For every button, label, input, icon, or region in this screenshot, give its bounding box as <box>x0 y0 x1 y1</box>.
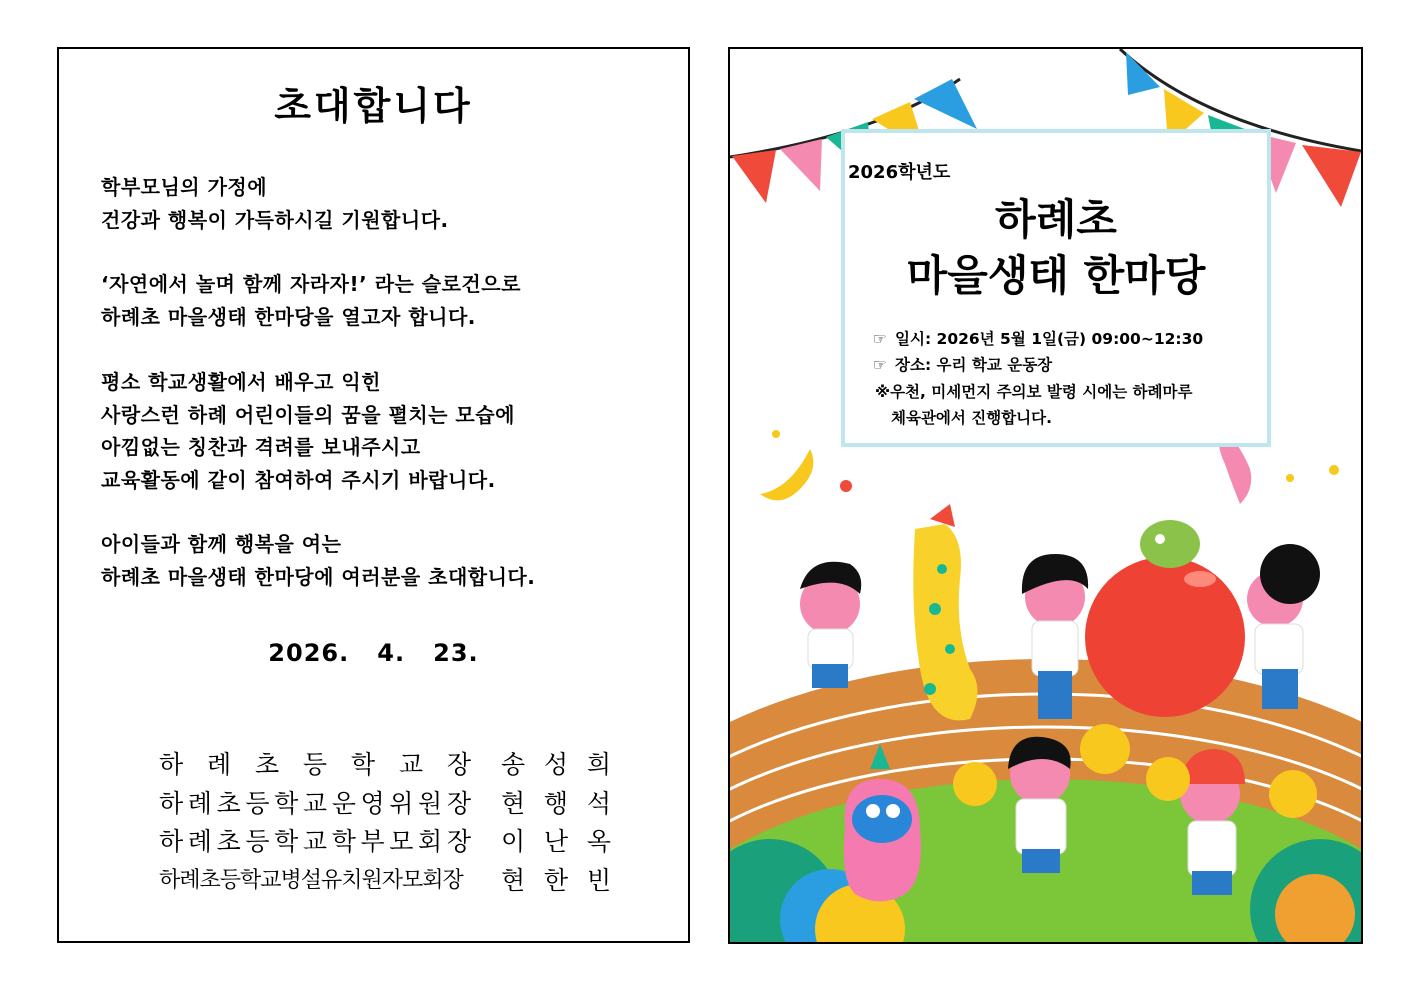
school-year: 2026학년도 <box>848 162 951 183</box>
confetti <box>772 430 780 438</box>
pompom <box>1269 770 1317 818</box>
signer-title: 하 례 초 등 학 교 학 부 모 회 장 <box>159 827 471 857</box>
rain-note-line2: 체육관에서 진행합니다. <box>891 409 1053 427</box>
paragraph-line: 사랑스런 하례 어린이들의 꿈을 펼치는 모습에 <box>101 402 515 427</box>
greeting-paragraph <box>101 171 449 236</box>
paragraph-line: 아이들과 함께 행복을 여는 <box>101 532 342 556</box>
paragraph-line: ‘자연에서 놀며 함께 자라자!’ 라는 슬로건으로 <box>101 272 521 296</box>
poster-title-line2: 마을생태 한마당 <box>906 251 1206 300</box>
kid-right <box>1247 544 1320 709</box>
confetti <box>1329 465 1339 475</box>
confetti-ribbon <box>760 449 813 500</box>
signer-row <box>159 860 611 899</box>
pointing-hand-icon: ☞ <box>873 356 887 374</box>
signer-list <box>159 744 611 898</box>
signer-row <box>159 744 611 783</box>
paragraph-line: 학부모님의 가정에 <box>101 175 268 199</box>
invitation-date: 2026. 4. 23. <box>268 639 479 667</box>
paragraph-line: 아낌없는 칭찬과 격려를 보내주시고 <box>101 435 421 459</box>
kid-left <box>800 562 861 688</box>
event-info-box <box>841 129 1271 447</box>
signer-name: 현 행 석 <box>501 788 611 818</box>
signer-row <box>159 821 611 860</box>
poster-title-line1: 하례초 <box>995 195 1117 244</box>
invitation-title: 초대합니다 <box>274 84 473 128</box>
bunting-flag <box>732 150 776 203</box>
bunting-flag <box>1126 52 1160 95</box>
rain-note-line1: ※우천, 미세먼지 주의보 발령 시에는 하례마루 <box>875 383 1193 401</box>
closing-paragraph <box>101 528 535 593</box>
signer-row <box>159 783 611 822</box>
signer-title: 하례초등학교병설유치원자모회장 <box>159 868 463 894</box>
pompom <box>1080 724 1130 774</box>
pointing-hand-icon: ☞ <box>873 330 887 348</box>
confetti <box>840 480 852 492</box>
confetti <box>1286 474 1294 482</box>
paragraph-line: 평소 학교생활에서 배우고 익힌 <box>101 370 382 394</box>
event-place: 장소: 우리 학교 운동장 <box>895 356 1053 374</box>
paragraph-line: 하례초 마을생태 한마당을 열고자 합니다. <box>101 304 476 329</box>
signer-title: 하 례 초 등 학 교 장 <box>159 750 471 780</box>
bunting-flag <box>914 79 977 129</box>
signer-name: 현 한 빈 <box>501 865 611 895</box>
invitation-letter <box>57 47 690 943</box>
paragraph-line: 건강과 행복이 가득하시길 기원합니다. <box>101 207 449 232</box>
event-poster <box>728 47 1363 944</box>
slogan-paragraph <box>101 268 521 333</box>
frog <box>1140 520 1200 568</box>
red-ball <box>1085 557 1245 717</box>
signer-name: 송 성 희 <box>501 750 611 780</box>
event-date-line <box>873 327 1203 349</box>
paragraph-line: 하례초 마을생태 한마당에 여러분을 초대합니다. <box>101 564 536 589</box>
request-paragraph <box>101 366 515 496</box>
party-hat <box>930 504 955 527</box>
bunting-flag <box>1302 145 1361 207</box>
pompom <box>1146 757 1190 801</box>
event-place-line <box>873 353 1052 375</box>
signer-title: 하 례 초 등 학 교 운 영 위 원 장 <box>159 788 471 818</box>
signer-name: 이 난 옥 <box>501 827 611 857</box>
event-date: 일시: 2026년 5월 1일(금) 09:00~12:30 <box>895 330 1204 348</box>
paragraph-line: 교육활동에 같이 참여하여 주시기 바랍니다. <box>101 467 496 492</box>
pompom <box>953 762 997 806</box>
